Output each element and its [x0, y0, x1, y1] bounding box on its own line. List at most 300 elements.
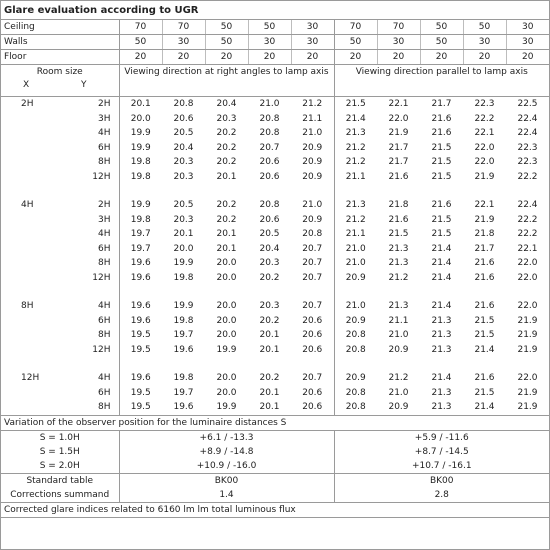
ugr-value: 21.4 [345, 113, 366, 124]
ugr-value: 21.5 [388, 229, 409, 239]
ugr-value: 21.9 [388, 128, 409, 138]
room-x-cell [1, 170, 61, 185]
ugr-value: 19.8 [130, 157, 151, 167]
variation-right: +10.9 / -16.0 [119, 459, 334, 473]
table-row [1, 126, 549, 141]
ugr-value: 21.4 [431, 301, 452, 311]
ugr-value: 19.6 [130, 315, 151, 326]
ugr-value: 20.4 [216, 99, 237, 109]
reflectance-row [1, 35, 549, 50]
y-label: Y [81, 80, 87, 90]
ugr-value: 21.3 [431, 344, 452, 355]
table-row [1, 328, 549, 343]
table-row [1, 256, 549, 271]
ugr-value: 20.8 [345, 344, 366, 355]
ugr-value: 21.6 [388, 171, 409, 182]
ugr-value: 22.0 [517, 373, 538, 383]
room-x-cell [1, 343, 61, 358]
variation-parallel: +10.7 / -16.1 [411, 460, 472, 471]
ugr-value: 22.0 [388, 113, 409, 124]
ugr-value: 19.9 [173, 258, 194, 268]
reflectance-value: 50 [119, 35, 162, 50]
ugr-value: 22.1 [388, 99, 409, 109]
ugr-value: 21.1 [291, 112, 334, 127]
ugr-value: 20.9 [291, 141, 334, 156]
variation-table [1, 430, 549, 473]
room-y-cell: 12H [61, 170, 119, 185]
variation-s: S = 1.5H [1, 445, 119, 459]
ugr-value: 22.2 [474, 113, 495, 124]
ugr-value: 21.5 [431, 157, 452, 167]
ugr-value: 19.5 [130, 387, 151, 398]
standard-table-label: Standard table [1, 473, 119, 488]
ugr-value: 19.8 [173, 315, 194, 326]
table-row [1, 314, 549, 329]
ugr-value: 20.9 [291, 170, 334, 185]
table-row [1, 213, 549, 228]
ugr-value: 21.0 [345, 258, 366, 268]
table-row [1, 386, 549, 401]
room-y-cell: 6H [61, 386, 119, 401]
reflectance-label: Ceiling [1, 20, 119, 35]
reflectance-value: 50 [205, 35, 248, 50]
room-y-cell: 3H [61, 213, 119, 228]
ugr-value: 20.8 [259, 200, 280, 210]
reflectance-table [1, 20, 549, 65]
ugr-value: 20.0 [216, 373, 237, 383]
ugr-value: 20.2 [216, 157, 237, 167]
room-x-cell [1, 400, 61, 415]
variation-parallel: +8.7 / -14.5 [414, 446, 469, 457]
sheet-title: Glare evaluation according to UGR [1, 1, 549, 20]
ugr-value: 20.8 [259, 128, 280, 138]
ugr-value: 21.7 [388, 157, 409, 167]
variation-s: S = 1.0H [1, 430, 119, 445]
ugr-value: 20.3 [216, 113, 237, 124]
group-gap [1, 357, 549, 371]
ugr-value: 21.9 [517, 315, 538, 326]
ugr-value: 21.0 [291, 126, 334, 141]
ugr-value: 20.1 [259, 402, 280, 412]
ugr-value: 22.2 [517, 171, 538, 182]
footnote: Corrected glare indices related to 6160 lm lm total luminous flux [1, 502, 549, 518]
ugr-value: 21.6 [388, 214, 409, 225]
ugr-value: 20.7 [291, 242, 334, 257]
reflectance-value: 50 [420, 35, 463, 50]
ugr-value: 21.2 [345, 142, 366, 153]
variation-right: +8.9 / -14.8 [119, 445, 334, 459]
group-gap [1, 285, 549, 299]
standard-table-parallel: BK00 [334, 473, 549, 488]
reflectance-value: 50 [334, 35, 377, 50]
reflectance-value: 70 [334, 20, 377, 35]
variation-parallel: +5.9 / -11.6 [334, 430, 549, 445]
room-y-cell: 4H [61, 126, 119, 141]
standard-table-right: BK00 [119, 473, 334, 488]
reflectance-value: 20 [291, 50, 334, 65]
ugr-value: 22.2 [517, 229, 538, 239]
ugr-value: 21.4 [431, 258, 452, 268]
ugr-value: 21.3 [388, 243, 409, 254]
room-y-cell: 8H [61, 400, 119, 415]
reflectance-label: Walls [1, 35, 119, 50]
room-x-cell [1, 227, 61, 242]
reflectance-value: 20 [334, 50, 377, 65]
ugr-value: 21.9 [517, 330, 538, 340]
room-x-cell: 2H [21, 99, 34, 109]
standard-table [1, 473, 549, 502]
table-row [1, 198, 549, 213]
ugr-value: 20.1 [216, 171, 237, 182]
ugr-value: 20.2 [259, 373, 280, 383]
ugr-value: 22.0 [517, 272, 538, 283]
ugr-value: 19.5 [130, 344, 151, 355]
ugr-value: 22.1 [474, 128, 495, 138]
ugr-value: 19.8 [130, 171, 151, 182]
room-size-label: Room size [36, 67, 83, 77]
reflectance-value: 30 [291, 20, 334, 35]
ugr-value: 22.2 [517, 214, 538, 225]
ugr-value: 21.0 [388, 387, 409, 398]
ugr-value: 21.6 [431, 200, 452, 210]
ugr-value: 19.5 [130, 330, 151, 340]
ugr-value: 20.1 [130, 99, 151, 109]
variation-right: +6.1 / -13.3 [119, 430, 334, 445]
ugr-value: 21.2 [291, 97, 334, 112]
reflectance-value: 30 [248, 35, 291, 50]
room-y-cell: 2H [61, 198, 119, 213]
reflectance-row [1, 50, 549, 65]
room-x-cell [1, 213, 61, 228]
ugr-value: 21.9 [474, 214, 495, 225]
room-x-cell [1, 271, 61, 286]
ugr-value: 19.6 [173, 344, 194, 355]
ugr-value: 20.2 [259, 272, 280, 283]
corrections-label: Corrections summand [1, 488, 119, 502]
room-x-cell [1, 126, 61, 141]
ugr-value: 19.6 [130, 301, 151, 311]
reflectance-value: 20 [162, 50, 205, 65]
ugr-value: 21.5 [345, 99, 366, 109]
ugr-value: 22.4 [517, 128, 538, 138]
ugr-value: 20.9 [388, 344, 409, 355]
room-y-cell: 4H [61, 299, 119, 314]
ugr-value: 20.3 [173, 171, 194, 182]
ugr-value: 21.3 [388, 258, 409, 268]
room-x-cell [1, 314, 61, 329]
ugr-value: 20.7 [291, 371, 334, 386]
ugr-value: 20.1 [173, 229, 194, 239]
ugr-value: 21.2 [345, 157, 366, 167]
ugr-value: 20.9 [388, 402, 409, 412]
ugr-value: 21.2 [388, 373, 409, 383]
table-row [1, 227, 549, 242]
ugr-value: 21.5 [474, 330, 495, 340]
room-x-cell [1, 155, 61, 170]
ugr-value: 19.7 [173, 387, 194, 398]
room-y-cell: 4H [61, 371, 119, 386]
ugr-value: 20.6 [291, 328, 334, 343]
ugr-value: 22.5 [517, 99, 538, 109]
ugr-value: 20.8 [345, 330, 366, 340]
ugr-value: 20.2 [259, 315, 280, 326]
reflectance-value: 30 [506, 20, 549, 35]
room-y-cell: 8H [61, 328, 119, 343]
ugr-value: 22.4 [517, 200, 538, 210]
ugr-value: 21.6 [431, 128, 452, 138]
ugr-value: 21.1 [388, 315, 409, 326]
room-x-cell: 12H [21, 373, 40, 383]
ugr-value: 20.6 [291, 343, 334, 358]
ugr-value: 20.8 [345, 402, 366, 412]
room-y-cell: 6H [61, 141, 119, 156]
ugr-value: 20.9 [345, 272, 366, 283]
ugr-value: 20.9 [291, 155, 334, 170]
room-y-cell: 3H [61, 112, 119, 127]
ugr-value: 20.3 [259, 258, 280, 268]
ugr-value: 19.6 [130, 272, 151, 283]
ugr-value: 20.7 [259, 142, 280, 153]
ugr-value: 20.6 [291, 400, 334, 415]
room-size-header [1, 65, 549, 97]
ugr-value: 19.9 [216, 402, 237, 412]
reflectance-value: 20 [248, 50, 291, 65]
ugr-value: 20.0 [216, 315, 237, 326]
x-label: X [23, 80, 30, 90]
ugr-value: 21.5 [431, 142, 452, 153]
ugr-value: 21.8 [388, 200, 409, 210]
room-y-cell: 12H [61, 343, 119, 358]
corrections-right: 1.4 [119, 488, 334, 502]
ugr-value: 21.5 [431, 229, 452, 239]
ugr-value: 20.4 [259, 243, 280, 254]
reflectance-value: 50 [463, 20, 506, 35]
ugr-value: 21.3 [431, 402, 452, 412]
table-row [1, 242, 549, 257]
ugr-value: 21.7 [431, 99, 452, 109]
variation-label: Variation of the observer position for the luminaire distances S [1, 415, 549, 430]
variation-row [1, 459, 549, 473]
ugr-value: 21.9 [517, 402, 538, 412]
room-y-cell: 6H [61, 314, 119, 329]
ugr-value: 21.6 [474, 272, 495, 283]
ugr-value: 21.5 [474, 315, 495, 326]
ugr-value: 21.7 [474, 243, 495, 254]
reflectance-value: 70 [377, 20, 420, 35]
ugr-value: 22.0 [517, 258, 538, 268]
ugr-value: 21.6 [431, 113, 452, 124]
room-x-cell [1, 256, 61, 271]
room-x-cell [1, 141, 61, 156]
dir-parallel: Viewing direction parallel to lamp axis [355, 67, 528, 77]
room-x-cell: 8H [21, 301, 34, 311]
reflectance-value: 50 [248, 20, 291, 35]
ugr-value: 19.6 [173, 402, 194, 412]
ugr-value: 21.4 [474, 402, 495, 412]
ugr-value: 19.8 [173, 373, 194, 383]
ugr-value: 20.7 [291, 256, 334, 271]
ugr-value: 20.2 [216, 128, 237, 138]
ugr-value: 21.5 [474, 387, 495, 398]
ugr-value: 21.4 [474, 344, 495, 355]
room-y-cell: 4H [61, 227, 119, 242]
room-x-cell [1, 112, 61, 127]
ugr-value: 20.5 [173, 128, 194, 138]
reflectance-label: Floor [1, 50, 119, 65]
ugr-value: 20.7 [291, 299, 334, 314]
reflectance-value: 20 [119, 50, 162, 65]
ugr-value: 19.8 [173, 272, 194, 283]
ugr-value: 21.0 [388, 330, 409, 340]
ugr-value: 21.8 [474, 229, 495, 239]
ugr-value: 21.3 [431, 387, 452, 398]
reflectance-value: 30 [162, 35, 205, 50]
room-x-cell [1, 242, 61, 257]
room-x-cell: 4H [21, 200, 34, 210]
reflectance-value: 30 [506, 35, 549, 50]
ugr-value: 22.3 [517, 142, 538, 153]
table-row [1, 400, 549, 415]
reflectance-value: 20 [205, 50, 248, 65]
ugr-value: 20.0 [216, 272, 237, 283]
ugr-value: 20.8 [345, 387, 366, 398]
ugr-value: 21.0 [291, 198, 334, 213]
variation-s: S = 2.0H [1, 459, 119, 473]
room-y-cell: 6H [61, 242, 119, 257]
ugr-value: 21.0 [259, 99, 280, 109]
ugr-value: 21.2 [388, 272, 409, 283]
ugr-value: 22.1 [474, 200, 495, 210]
ugr-value: 19.7 [130, 243, 151, 254]
ugr-value: 20.6 [259, 171, 280, 182]
ugr-value: 20.6 [173, 113, 194, 124]
ugr-value: 19.9 [130, 142, 151, 153]
ugr-value: 20.0 [216, 330, 237, 340]
ugr-value: 21.6 [474, 301, 495, 311]
ugr-value: 20.9 [345, 373, 366, 383]
ugr-value: 20.0 [130, 113, 151, 124]
ugr-value: 19.5 [130, 402, 151, 412]
ugr-value: 21.6 [474, 373, 495, 383]
ugr-value: 20.0 [216, 387, 237, 398]
ugr-value: 20.2 [216, 142, 237, 153]
reflectance-value: 30 [291, 35, 334, 50]
ugr-value: 20.6 [259, 157, 280, 167]
ugr-value: 20.5 [259, 229, 280, 239]
ugr-value: 20.3 [259, 301, 280, 311]
ugr-value: 22.0 [474, 142, 495, 153]
ugr-value: 20.8 [259, 113, 280, 124]
ugr-value: 20.2 [216, 214, 237, 225]
ugr-value: 21.2 [345, 214, 366, 225]
ugr-value: 20.2 [216, 200, 237, 210]
reflectance-value: 20 [506, 50, 549, 65]
ugr-value: 20.8 [173, 99, 194, 109]
room-y-cell: 12H [61, 271, 119, 286]
ugr-value: 21.9 [474, 171, 495, 182]
ugr-value: 21.5 [431, 214, 452, 225]
ugr-value: 20.6 [259, 214, 280, 225]
corrections-parallel: 2.8 [434, 489, 449, 500]
ugr-grid [1, 97, 549, 415]
ugr-value: 21.6 [474, 258, 495, 268]
room-y-cell: 8H [61, 155, 119, 170]
ugr-value: 20.1 [259, 344, 280, 355]
group-gap [1, 184, 549, 198]
table-row [1, 343, 549, 358]
table-row [1, 170, 549, 185]
ugr-value: 19.7 [173, 330, 194, 340]
room-x-cell [1, 386, 61, 401]
ugr-value: 20.9 [345, 315, 366, 326]
table-row [1, 97, 549, 112]
variation-row [1, 445, 549, 459]
table-row [1, 299, 549, 314]
ugr-value: 20.4 [173, 142, 194, 153]
ugr-value: 21.3 [388, 301, 409, 311]
ugr-value: 20.3 [173, 157, 194, 167]
ugr-value: 21.0 [345, 301, 366, 311]
ugr-value: 21.9 [517, 387, 538, 398]
ugr-value: 22.0 [517, 301, 538, 311]
ugr-value: 22.0 [474, 157, 495, 167]
ugr-value: 22.3 [517, 157, 538, 167]
reflectance-value: 20 [420, 50, 463, 65]
reflectance-value: 70 [119, 20, 162, 35]
reflectance-value: 20 [463, 50, 506, 65]
ugr-value: 20.7 [291, 271, 334, 286]
reflectance-row [1, 20, 549, 35]
ugr-value: 22.3 [474, 99, 495, 109]
reflectance-value: 50 [205, 20, 248, 35]
table-row [1, 155, 549, 170]
ugr-value: 19.7 [130, 229, 151, 239]
ugr-value: 19.9 [130, 128, 151, 138]
room-x-cell [1, 328, 61, 343]
ugr-value: 22.4 [517, 113, 538, 124]
table-row [1, 371, 549, 386]
variation-row [1, 430, 549, 445]
ugr-value: 22.1 [517, 243, 538, 254]
reflectance-value: 50 [420, 20, 463, 35]
reflectance-value: 70 [162, 20, 205, 35]
ugr-value: 20.1 [216, 243, 237, 254]
ugr-value: 19.9 [173, 301, 194, 311]
ugr-value: 20.1 [259, 330, 280, 340]
ugr-value: 21.5 [431, 171, 452, 182]
ugr-value: 21.7 [388, 142, 409, 153]
reflectance-value: 30 [463, 35, 506, 50]
ugr-value: 20.6 [291, 386, 334, 401]
ugr-value: 21.9 [517, 344, 538, 355]
ugr-value: 20.3 [173, 214, 194, 225]
ugr-value: 21.4 [431, 373, 452, 383]
ugr-value: 19.9 [130, 200, 151, 210]
ugr-value: 20.8 [291, 227, 334, 242]
ugr-value: 21.3 [345, 128, 366, 138]
ugr-value: 21.4 [431, 243, 452, 254]
ugr-value: 19.6 [130, 258, 151, 268]
ugr-value: 20.0 [216, 258, 237, 268]
ugr-value: 20.1 [216, 229, 237, 239]
ugr-value: 19.8 [130, 214, 151, 225]
room-y-cell: 8H [61, 256, 119, 271]
ugr-value: 20.1 [259, 387, 280, 398]
ugr-value: 21.3 [431, 330, 452, 340]
table-row [1, 112, 549, 127]
table-row [1, 271, 549, 286]
ugr-value: 20.5 [173, 200, 194, 210]
